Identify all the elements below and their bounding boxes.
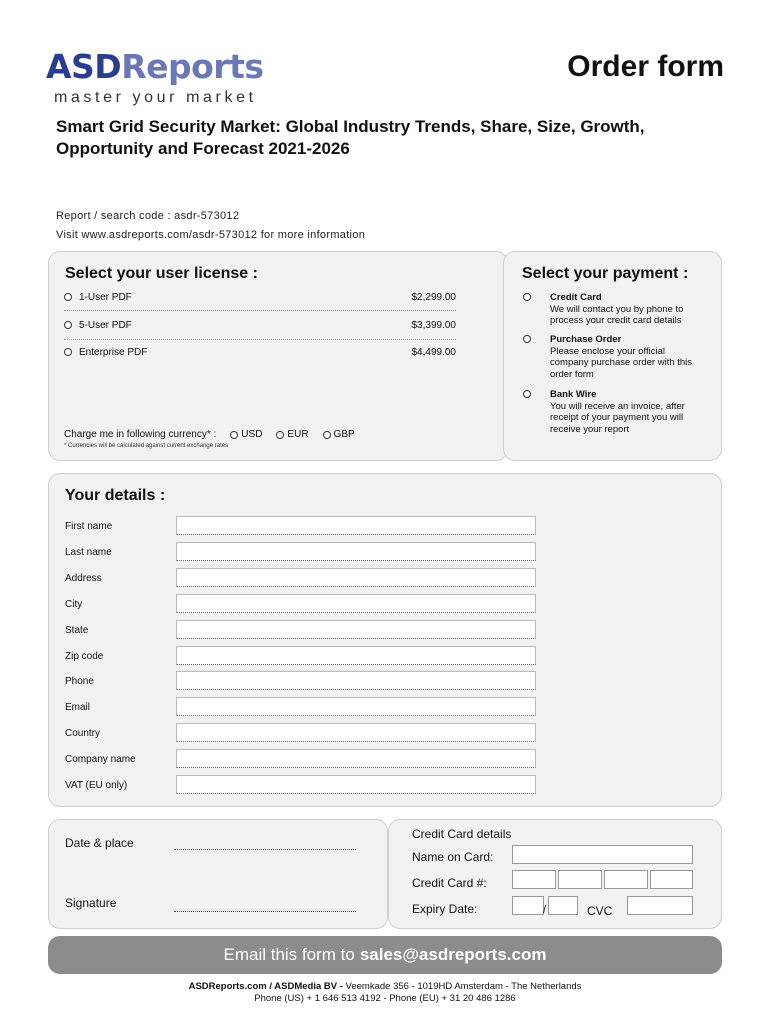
payment-option-credit-card[interactable] bbox=[523, 292, 703, 327]
radio-icon[interactable] bbox=[523, 293, 531, 301]
payment-option-purchase-order[interactable] bbox=[523, 334, 703, 380]
first-name-label: First name bbox=[65, 521, 113, 532]
card-number-field-2[interactable] bbox=[558, 870, 602, 889]
footer-address bbox=[0, 981, 770, 992]
cvc-field[interactable] bbox=[627, 896, 693, 915]
divider bbox=[64, 310, 456, 311]
currency-note: * Currencies will be calculated against current exchange rates bbox=[64, 443, 229, 449]
cvc-label: CVC bbox=[587, 904, 613, 918]
logo-tagline: master your market bbox=[54, 89, 257, 106]
credit-card-title: Credit Card details bbox=[412, 827, 512, 841]
license-option-price: $4,499.00 bbox=[411, 346, 456, 358]
card-number-field-1[interactable] bbox=[512, 870, 556, 889]
date-place-label: Date & place bbox=[65, 836, 134, 850]
radio-icon[interactable] bbox=[64, 348, 72, 356]
radio-icon[interactable] bbox=[523, 390, 531, 398]
first-name-field[interactable] bbox=[176, 516, 536, 535]
last-name-label: Last name bbox=[65, 547, 112, 558]
logo-wordmark: ASDReports bbox=[46, 47, 264, 86]
license-option-enterprise[interactable] bbox=[64, 342, 456, 362]
address-field[interactable] bbox=[176, 568, 536, 587]
vat-label: VAT (EU only) bbox=[65, 780, 128, 791]
radio-icon[interactable] bbox=[523, 335, 531, 343]
license-option-label: 1-User PDF bbox=[79, 291, 132, 303]
currency-option-usd[interactable]: USD bbox=[230, 429, 262, 440]
footer-phones: Phone (US) + 1 646 513 4192 - Phone (EU) + 31 20 486 1286 bbox=[254, 993, 516, 1004]
license-option-label: 5-User PDF bbox=[79, 319, 132, 331]
currency-label: Charge me in following currency* : bbox=[64, 429, 217, 440]
phone-label: Phone bbox=[65, 676, 94, 687]
signature-field[interactable] bbox=[174, 898, 356, 912]
company-name-field[interactable] bbox=[176, 749, 536, 768]
license-title: Select your user license : bbox=[65, 265, 258, 282]
state-label: State bbox=[65, 625, 89, 636]
payment-option-bank-wire[interactable] bbox=[523, 389, 703, 435]
divider bbox=[64, 339, 456, 340]
payment-option-title: Credit Card bbox=[550, 292, 602, 303]
zip-code-label: Zip code bbox=[65, 651, 104, 662]
country-field[interactable] bbox=[176, 723, 536, 742]
expiry-year-field[interactable] bbox=[548, 896, 578, 915]
order-form-title: Order form bbox=[567, 50, 724, 83]
report-code: Report / search code : asdr-573012 bbox=[56, 210, 240, 222]
email-banner-prefix: Email this form to bbox=[223, 945, 355, 964]
state-field[interactable] bbox=[176, 620, 536, 639]
payment-title: Select your payment : bbox=[522, 265, 689, 282]
payment-option-title: Purchase Order bbox=[550, 334, 622, 345]
radio-icon[interactable] bbox=[64, 321, 72, 329]
name-on-card-field[interactable] bbox=[512, 845, 693, 864]
asdreports-logo bbox=[46, 47, 264, 107]
last-name-field[interactable] bbox=[176, 542, 536, 561]
city-label: City bbox=[65, 599, 83, 610]
currency-selector bbox=[64, 429, 355, 440]
details-title: Your details : bbox=[65, 487, 166, 504]
phone-field[interactable] bbox=[176, 671, 536, 690]
payment-option-desc: We will contact you by phone to process your credit card details bbox=[550, 303, 684, 326]
date-place-field[interactable] bbox=[174, 836, 356, 850]
payment-option-desc: You will receive an invoice, after receipt of your payment you will receive your report bbox=[550, 400, 685, 435]
name-on-card-label: Name on Card: bbox=[412, 850, 494, 864]
email-field[interactable] bbox=[176, 697, 536, 716]
card-number-label: Credit Card #: bbox=[412, 876, 487, 890]
radio-icon[interactable] bbox=[64, 293, 72, 301]
email-banner bbox=[48, 936, 722, 974]
report-title: Smart Grid Security Market: Global Industry Trends, Share, Size, Growth, Opportunity and Forecast 2021-2026 bbox=[56, 117, 645, 158]
license-option-price: $3,399.00 bbox=[411, 319, 456, 331]
city-field[interactable] bbox=[176, 594, 536, 613]
country-label: Country bbox=[65, 728, 101, 739]
expiry-date-label: Expiry Date: bbox=[412, 902, 478, 916]
signature-label: Signature bbox=[65, 896, 117, 910]
card-number-field-3[interactable] bbox=[604, 870, 648, 889]
radio-icon[interactable] bbox=[323, 431, 331, 439]
expiry-separator: / bbox=[543, 904, 547, 916]
footer-address-text: Veemkade 356 - 1019HD Amsterdam - The Netherlands bbox=[345, 981, 582, 992]
payment-option-title: Bank Wire bbox=[550, 389, 597, 400]
company-name-label: Company name bbox=[65, 754, 136, 765]
footer-company: ASDReports.com / ASDMedia BV - bbox=[188, 981, 343, 992]
license-option-1user[interactable] bbox=[64, 287, 456, 307]
license-option-5user[interactable] bbox=[64, 315, 456, 335]
report-visit-line: Visit www.asdreports.com/asdr-573012 for more information bbox=[56, 229, 366, 241]
address-label: Address bbox=[65, 573, 102, 584]
license-option-label: Enterprise PDF bbox=[79, 346, 148, 358]
vat-field[interactable] bbox=[176, 775, 536, 794]
currency-option-gbp[interactable]: GBP bbox=[323, 429, 355, 440]
email-link[interactable]: sales@asdreports.com bbox=[359, 945, 547, 964]
email-label: Email bbox=[65, 702, 91, 713]
expiry-month-field[interactable] bbox=[512, 896, 547, 916]
zip-code-field[interactable] bbox=[176, 646, 536, 665]
card-number-field-4[interactable] bbox=[650, 870, 693, 889]
license-option-price: $2,299.00 bbox=[411, 291, 456, 303]
radio-icon[interactable] bbox=[230, 431, 238, 439]
currency-option-eur[interactable]: EUR bbox=[276, 429, 308, 440]
payment-option-desc: Please enclose your official company purchase order with this order form bbox=[550, 345, 693, 380]
radio-icon[interactable] bbox=[276, 431, 284, 439]
